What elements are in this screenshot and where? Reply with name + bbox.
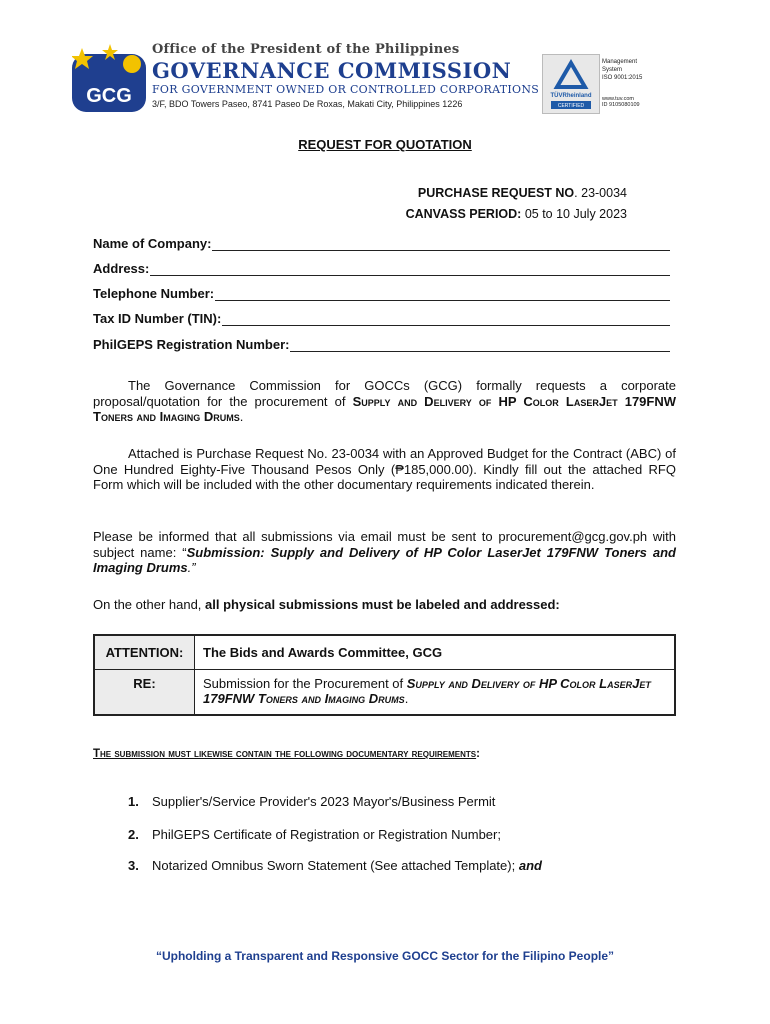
gcg-logo	[72, 44, 148, 114]
email-submission-paragraph: Please be informed that all submissions via email must be sent to procurement@gcg.gov.ph with subject name: “Submission: Supply and Delivery of HP Color LaserJet 179FNW Toners and Imaging Drums.”	[93, 529, 676, 575]
re-label: RE:	[133, 676, 156, 691]
intro-paragraph: The Governance Commission for GOCCs (GCG) formally requests a corporate proposal/quotation for the procurement of Supply and Delivery of HP Color LaserJet 179FNW Toners and Imaging Drums.	[93, 378, 676, 424]
footer-motto: “Upholding a Transparent and Responsive GOCC Sector for the Filipino People”	[155, 949, 615, 963]
office-address: 3/F, BDO Towers Paseo, 8741 Paseo De Roxas, Makati City, Philippines 1226	[152, 99, 463, 109]
commission-subtitle: FOR GOVERNMENT OWNED OR CONTROLLED CORPORATIONS	[152, 83, 540, 96]
letterhead	[72, 42, 662, 118]
iso-certification: TÜVRheinland CERTIFIED Management System ISO 9001:2015 www.tuv.com ID 9105080109	[542, 54, 652, 112]
re-value: Submission for the Procurement of Supply and Delivery of HP Color LaserJet 179FNW Toners and Imaging Drums.	[203, 676, 651, 706]
purchase-request-number: PURCHASE REQUEST NO. 23-0034	[417, 186, 627, 200]
requirement-item: 3. Notarized Omnibus Sworn Statement (See attached Template); and	[128, 858, 542, 873]
organization-block	[152, 42, 539, 109]
re-row	[95, 670, 674, 714]
requirements-heading: The submission must likewise contain the following documentary requirements:	[93, 748, 480, 760]
commission-name: GOVERNANCE COMMISSION	[152, 58, 512, 83]
svg-text:TÜVRheinland: TÜVRheinland	[550, 93, 592, 99]
logo-text: GCG	[86, 85, 132, 107]
requirement-item: 2. PhilGEPS Certificate of Registration or Registration Number;	[128, 827, 501, 842]
attention-label: ATTENTION:	[105, 645, 184, 660]
attention-table	[93, 634, 676, 716]
tuv-badge-icon	[542, 54, 600, 114]
document-title: REQUEST FOR QUOTATION	[298, 137, 472, 152]
tin-field[interactable]: Tax ID Number (TIN):	[93, 311, 670, 326]
requirement-item: 1. Supplier's/Service Provider's 2023 Mayor's/Business Permit	[128, 794, 496, 809]
canvass-period: CANVASS PERIOD: 05 to 10 July 2023	[405, 207, 627, 221]
attention-value: The Bids and Awards Committee, GCG	[203, 645, 443, 660]
office-name: Office of the President of the Philippines	[152, 42, 460, 57]
physical-submission-paragraph: On the other hand, all physical submissions must be labeled and addressed:	[93, 597, 560, 612]
company-name-field[interactable]: Name of Company:	[93, 236, 670, 251]
philgeps-field[interactable]: PhilGEPS Registration Number:	[93, 337, 670, 352]
svg-text:CERTIFIED: CERTIFIED	[557, 103, 585, 109]
address-field[interactable]: Address:	[93, 261, 670, 276]
budget-paragraph: Attached is Purchase Request No. 23-0034 with an Approved Budget for the Contract (ABC) of One Hundred Eighty-Five Thousand Pesos Only (₱185,000.00). Kindly fill out the attached RFQ Form which will be included with the other documentary requirements indicated therein.	[93, 446, 676, 492]
attention-row	[95, 636, 674, 670]
telephone-field[interactable]: Telephone Number:	[93, 286, 670, 301]
